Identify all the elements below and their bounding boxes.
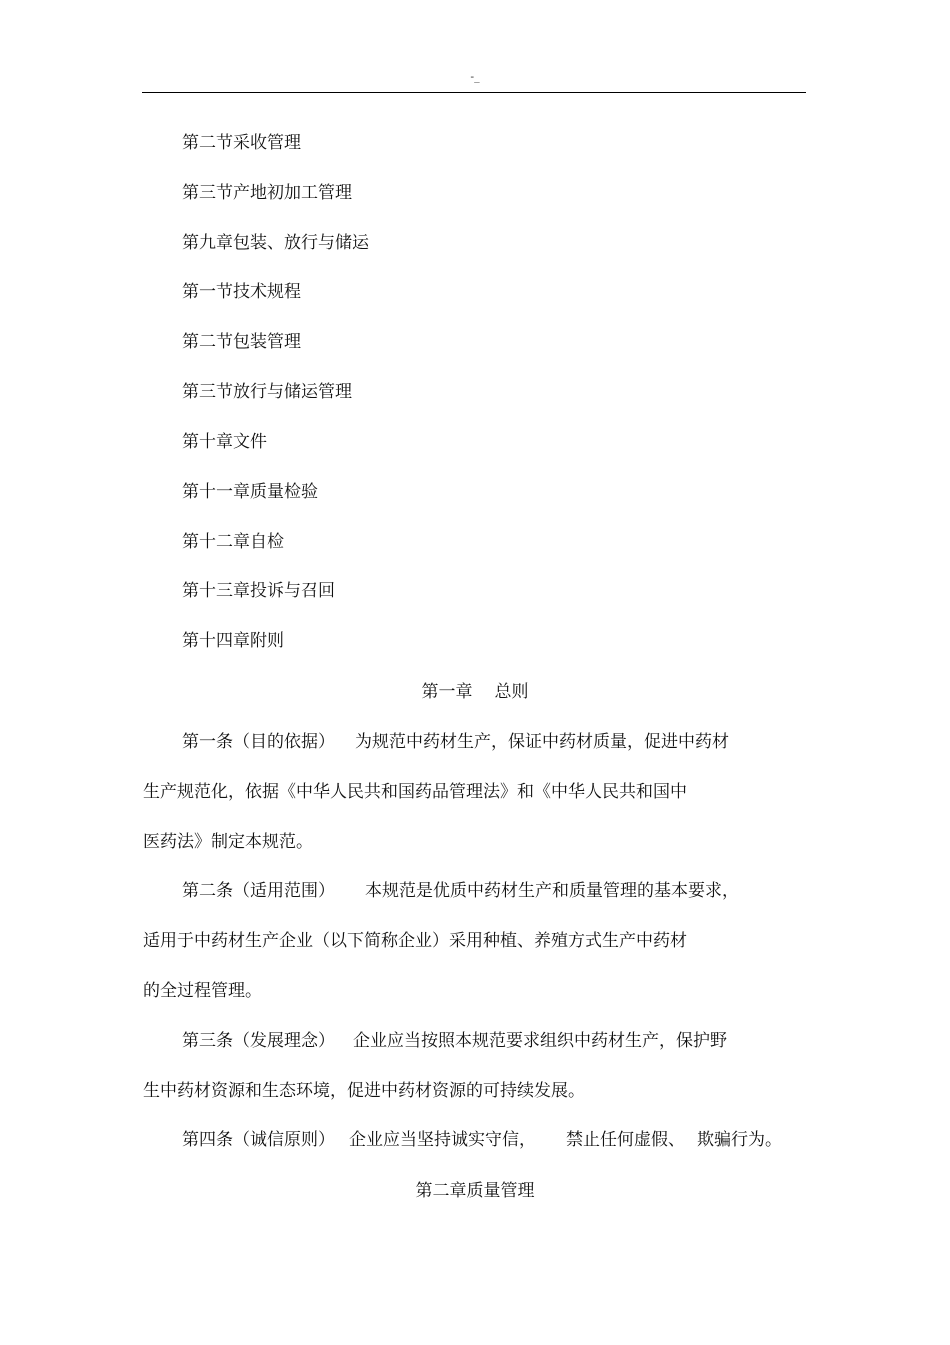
toc-item: 第二节采收管理 bbox=[182, 133, 301, 153]
article-3-line-1 bbox=[182, 1028, 727, 1054]
toc-item: 第三节产地初加工管理 bbox=[182, 183, 352, 203]
toc-item: 第九章包装、放行与储运 bbox=[182, 233, 369, 253]
toc-item: 第十二章自检 bbox=[182, 532, 284, 552]
toc-item: 第二节包装管理 bbox=[182, 332, 301, 352]
toc-item: 第三节放行与储运管理 bbox=[182, 382, 352, 402]
toc-item: 第十一章质量检验 bbox=[182, 482, 318, 502]
article-2-label: 第二条（适用范围） bbox=[182, 881, 335, 901]
article-4-text-c: 欺骗行为。 bbox=[697, 1130, 782, 1150]
chapter-2-heading: 第二章质量管理 bbox=[415, 1181, 535, 1201]
article-2-line-2: 适用于中药材生产企业（以下简称企业）采用种植、养殖方式生产中药材 bbox=[143, 931, 687, 951]
article-1-line-1 bbox=[182, 729, 729, 755]
article-2-line-1 bbox=[182, 878, 739, 904]
article-1-line-2: 生产规范化，依据《中华人民共和国药品管理法》和《中华人民共和国中 bbox=[143, 782, 687, 802]
article-3-line-2: 生中药材资源和生态环境，促进中药材资源的可持续发展。 bbox=[143, 1081, 585, 1101]
article-2-text: 本规范是优质中药材生产和质量管理的基本要求， bbox=[365, 881, 739, 901]
toc-item: 第十四章附则 bbox=[182, 631, 284, 651]
toc-item: 第十三章投诉与召回 bbox=[182, 581, 335, 601]
article-4-label: 第四条（诚信原则） bbox=[182, 1130, 335, 1150]
chapter-1-title: 总则 bbox=[494, 682, 529, 702]
article-2-line-3: 的全过程管理。 bbox=[143, 981, 262, 1001]
article-3-text: 企业应当按照本规范要求组织中药材生产，保护野 bbox=[353, 1031, 727, 1051]
toc-item: 第一节技术规程 bbox=[182, 282, 301, 302]
header-rule bbox=[142, 92, 806, 93]
toc-item: 第十章文件 bbox=[182, 432, 267, 452]
article-1-text: 为规范中药材生产，保证中药材质量，促进中药材 bbox=[355, 732, 729, 752]
chapter-1-number: 第一章 bbox=[421, 682, 473, 702]
article-1-label: 第一条（目的依据） bbox=[182, 732, 335, 752]
article-4-line-1 bbox=[182, 1127, 782, 1153]
page-header-mark: -_ bbox=[470, 70, 480, 83]
article-1-line-3: 医药法》制定本规范。 bbox=[143, 832, 313, 852]
chapter-1-heading bbox=[0, 679, 950, 705]
article-3-label: 第三条（发展理念） bbox=[182, 1031, 335, 1051]
article-4-text-a: 企业应当坚持诚实守信， bbox=[349, 1130, 536, 1150]
article-4-text-b: 禁止任何虚假、 bbox=[566, 1130, 685, 1150]
